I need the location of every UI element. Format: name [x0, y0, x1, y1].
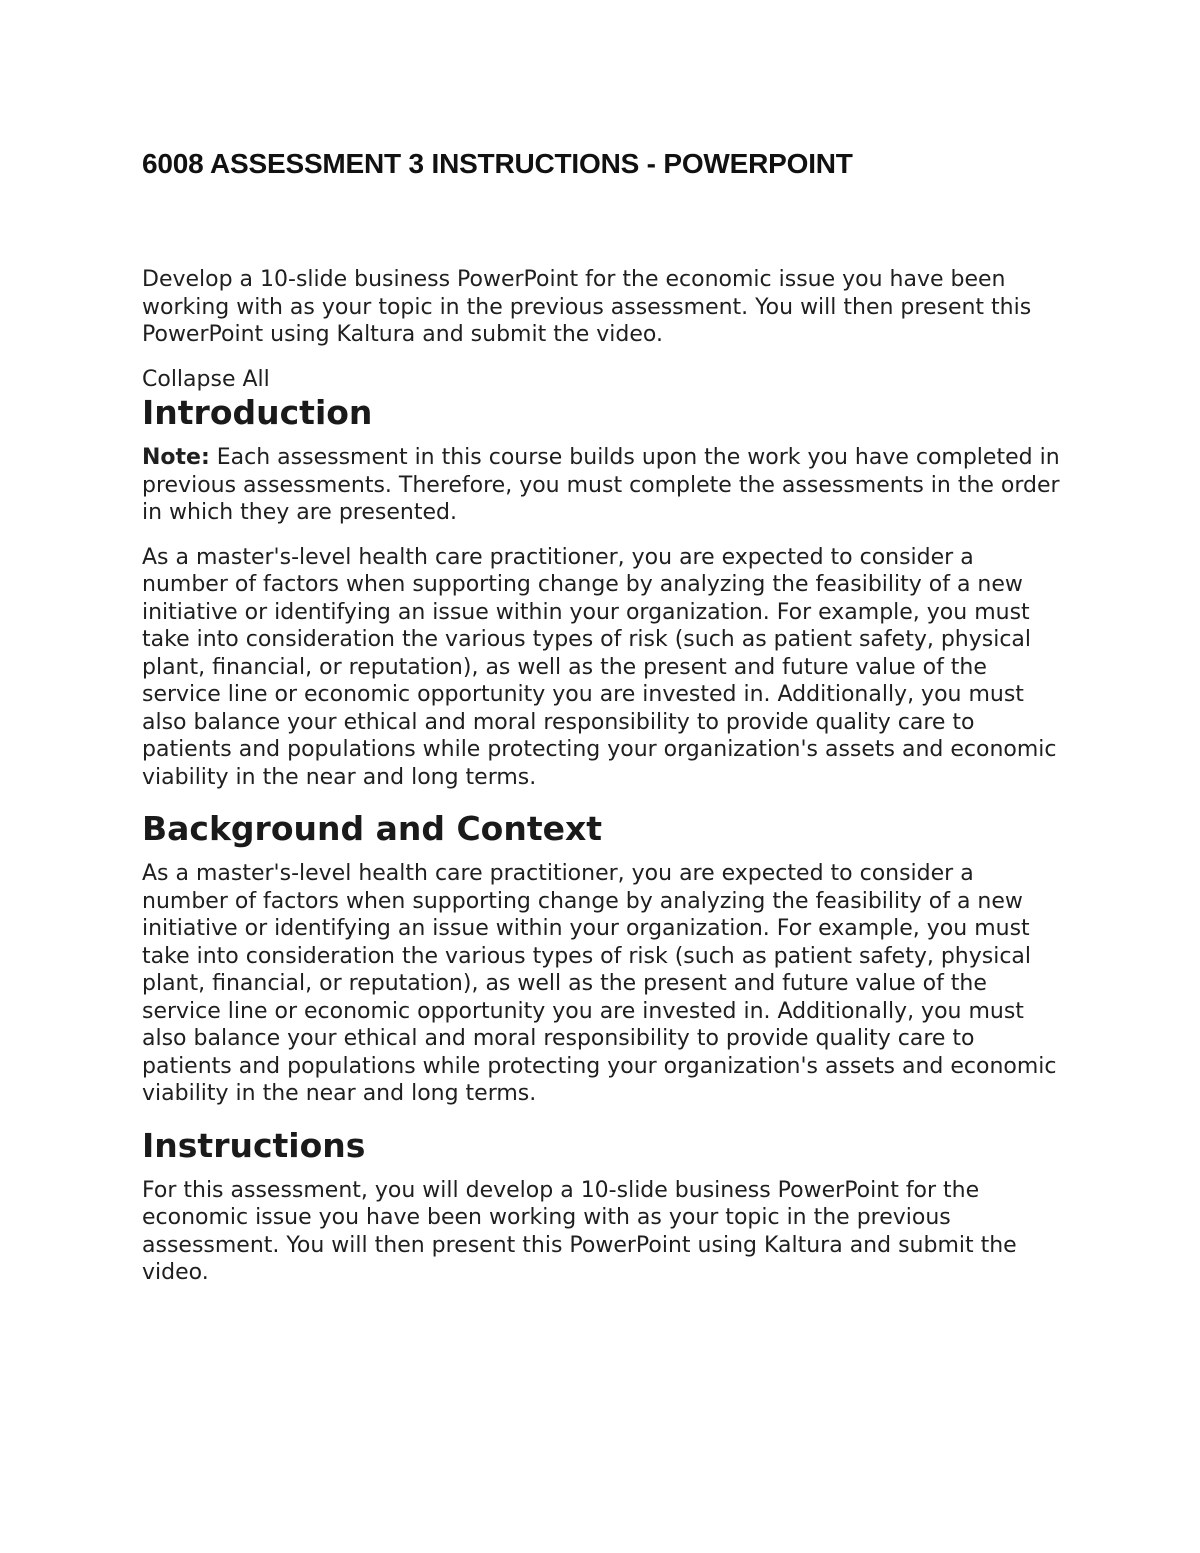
background-section — [142, 809, 1062, 1108]
instructions-section — [142, 1126, 1062, 1287]
introduction-note — [142, 444, 1062, 527]
document-title: 6008 ASSESSMENT 3 INSTRUCTIONS - POWERPOINT — [142, 148, 853, 179]
collapse-all-link[interactable]: Collapse All — [142, 366, 270, 392]
background-heading: Background and Context — [142, 809, 603, 848]
background-paragraph: As a master's-level health care practitioner, you are expected to consider a number of factors when supporting change by analyzing the feasibility of a new initiative or identifying an issue within your organization. For example, you must take into consideration the various types of risk (such as patient safety, physical plant, financial, or reputation), as well as the present and future value of the service line or economic opportunity you are invested in. Additionally, you must also balance your ethical and moral responsibility to provide quality care to patients and populations while protecting your organization's assets and economic viability in the near and long terms. — [142, 861, 1057, 1106]
instructions-paragraph: For this assessment, you will develop a 10-slide business PowerPoint for the economic issue you have been working with as your topic in the previous assessment. You will then present this PowerPoint using Kaltura and submit the video. — [142, 1177, 1017, 1285]
introduction-section — [142, 393, 1062, 791]
note-text: Each assessment in this course builds upon the work you have completed in previous assessments. Therefore, you must complete the assessments in the order in which they are presented. — [142, 445, 1060, 525]
instructions-heading: Instructions — [142, 1125, 366, 1165]
introduction-paragraph: As a master's-level health care practitioner, you are expected to consider a number of factors when supporting change by analyzing the feasibility of a new initiative or identifying an issue within your organization. For example, you must take into consideration the various types of risk (such as patient safety, physical plant, financial, or reputation), as well as the present and future value of the service line or economic opportunity you are invested in. Additionally, you must also balance your ethical and moral responsibility to provide quality care to patients and populations while protecting your organization's assets and economic viability in the near and long terms. — [142, 544, 1057, 790]
document-body — [142, 266, 1062, 1287]
introduction-heading: Introduction — [142, 393, 373, 432]
note-label: Note: — [142, 445, 210, 470]
assessment-summary: Develop a 10-slide business PowerPoint for the economic issue you have been working with as your topic in the previous assessment. You will then present this PowerPoint using Kaltura and submit the video. — [142, 267, 1032, 347]
